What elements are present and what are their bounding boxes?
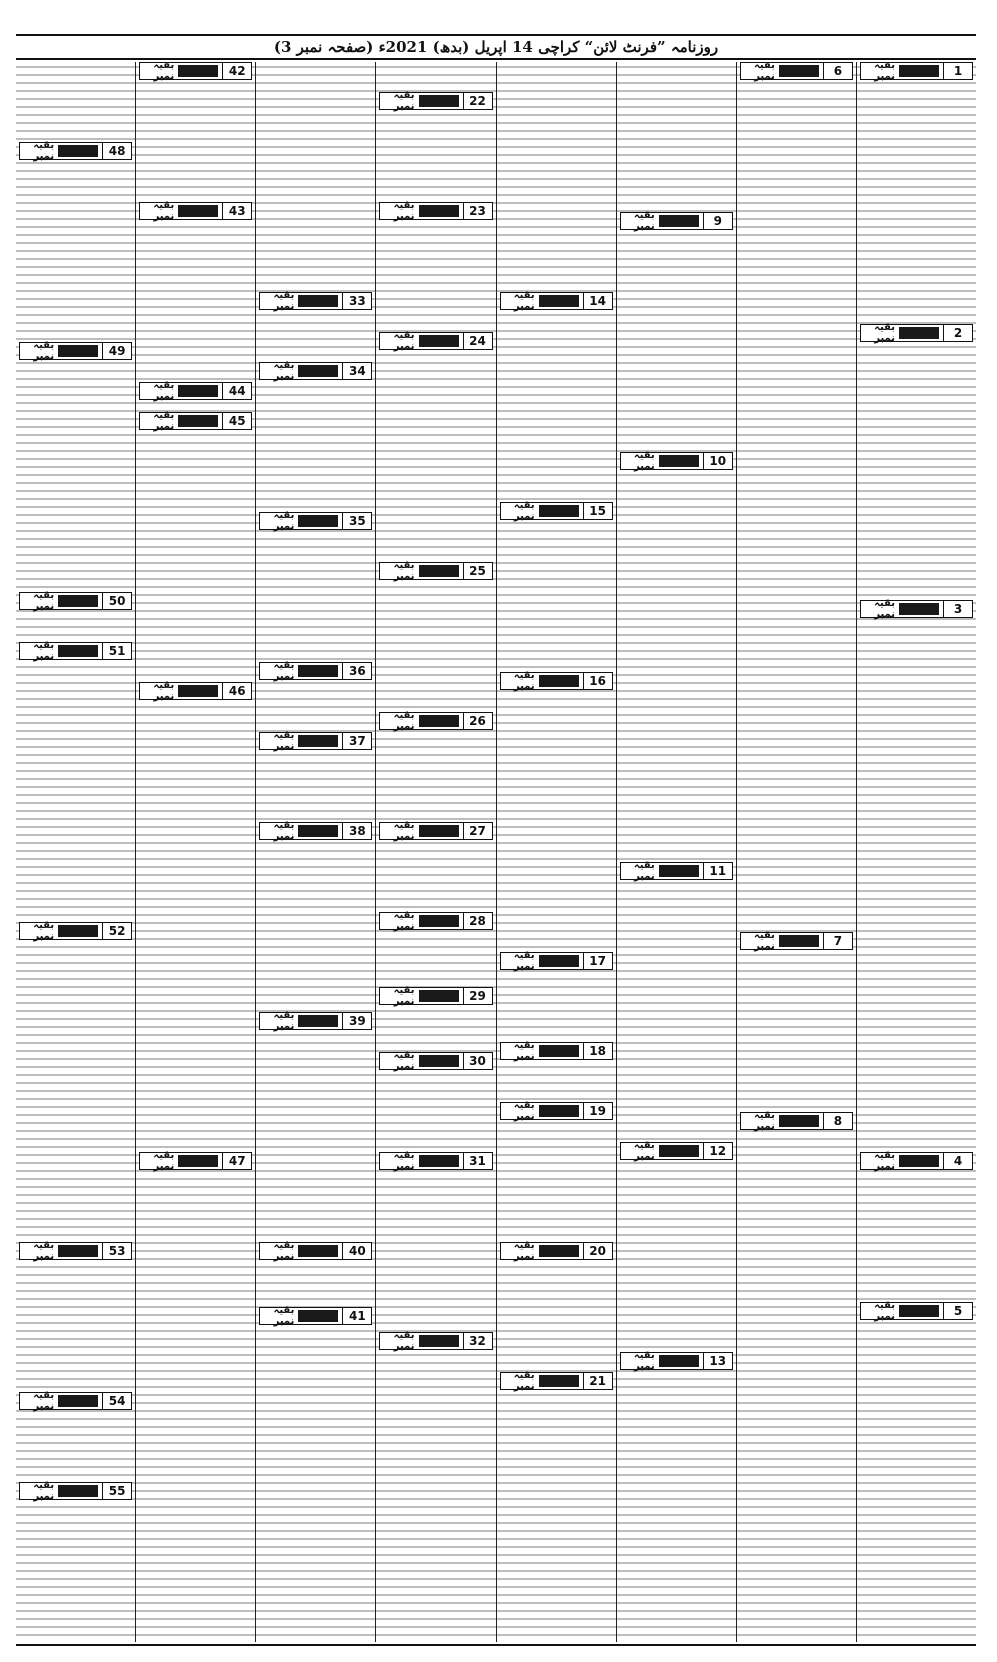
continuation-header-23 (379, 202, 492, 220)
black-bar (659, 1145, 699, 1157)
continuation-number: 3 (943, 601, 972, 617)
black-bar (419, 565, 459, 577)
black-bar (419, 1155, 459, 1167)
footer-rule (16, 1644, 976, 1646)
continuation-number: 16 (583, 673, 612, 689)
black-bar (58, 1395, 98, 1407)
continuation-header-48 (19, 142, 132, 160)
continuation-label: بقیہ نمبر (140, 1153, 174, 1169)
continuation-label: بقیہ نمبر (260, 363, 294, 379)
black-bar (659, 865, 699, 877)
continuation-header-41 (259, 1307, 372, 1325)
continuation-number: 20 (583, 1243, 612, 1259)
continuation-label: بقیہ نمبر (380, 1333, 414, 1349)
black-bar (539, 295, 579, 307)
continuation-header-8 (740, 1112, 853, 1130)
black-bar (58, 645, 98, 657)
continuation-number: 46 (222, 683, 251, 699)
black-bar (779, 65, 819, 77)
continuation-label: بقیہ نمبر (20, 143, 54, 159)
continuation-number: 4 (943, 1153, 972, 1169)
continuation-header-31 (379, 1152, 492, 1170)
black-bar (779, 1115, 819, 1127)
continuation-number: 45 (222, 413, 251, 429)
column-3 (616, 62, 736, 1642)
continuation-number: 40 (342, 1243, 371, 1259)
black-bar (779, 935, 819, 947)
continuation-label: بقیہ نمبر (501, 1043, 535, 1059)
continuation-number: 39 (342, 1013, 371, 1029)
continuation-header-12 (620, 1142, 733, 1160)
continuation-label: بقیہ نمبر (501, 673, 535, 689)
continuation-label: بقیہ نمبر (140, 683, 174, 699)
continuation-number: 1 (943, 63, 972, 79)
continuation-number: 41 (342, 1308, 371, 1324)
continuation-header-16 (500, 672, 613, 690)
continuation-header-43 (139, 202, 252, 220)
continuation-header-26 (379, 712, 492, 730)
continuation-header-38 (259, 822, 372, 840)
continuation-header-50 (19, 592, 132, 610)
continuation-header-28 (379, 912, 492, 930)
continuation-number: 52 (102, 923, 131, 939)
continuation-number: 27 (463, 823, 492, 839)
continuation-label: بقیہ نمبر (380, 1153, 414, 1169)
continuation-number: 2 (943, 325, 972, 341)
black-bar (419, 915, 459, 927)
black-bar (58, 145, 98, 157)
continuation-header-21 (500, 1372, 613, 1390)
continuation-label: بقیہ نمبر (501, 1103, 535, 1119)
continuation-number: 13 (703, 1353, 732, 1369)
black-bar (58, 1245, 98, 1257)
continuation-label: بقیہ نمبر (260, 513, 294, 529)
continuation-label: بقیہ نمبر (260, 1243, 294, 1259)
black-bar (298, 665, 338, 677)
continuation-number: 6 (823, 63, 852, 79)
continuation-header-18 (500, 1042, 613, 1060)
continuation-label: بقیہ نمبر (380, 203, 414, 219)
continuation-header-44 (139, 382, 252, 400)
continuation-number: 21 (583, 1373, 612, 1389)
continuation-label: بقیہ نمبر (140, 413, 174, 429)
continuation-header-39 (259, 1012, 372, 1030)
continuation-label: بقیہ نمبر (861, 1303, 895, 1319)
continuation-number: 44 (222, 383, 251, 399)
continuation-label: بقیہ نمبر (260, 663, 294, 679)
continuation-label: بقیہ نمبر (260, 293, 294, 309)
continuation-number: 34 (342, 363, 371, 379)
continuation-number: 32 (463, 1333, 492, 1349)
continuation-label: بقیہ نمبر (260, 733, 294, 749)
continuation-label: بقیہ نمبر (380, 563, 414, 579)
black-bar (899, 65, 939, 77)
continuation-header-55 (19, 1482, 132, 1500)
continuation-number: 53 (102, 1243, 131, 1259)
continuation-number: 25 (463, 563, 492, 579)
black-bar (539, 955, 579, 967)
continuation-label: بقیہ نمبر (861, 325, 895, 341)
continuation-header-27 (379, 822, 492, 840)
black-bar (539, 505, 579, 517)
continuation-header-4 (860, 1152, 973, 1170)
continuation-header-37 (259, 732, 372, 750)
continuation-number: 23 (463, 203, 492, 219)
column-5 (375, 62, 495, 1642)
continuation-header-46 (139, 682, 252, 700)
continuation-header-47 (139, 1152, 252, 1170)
continuation-number: 14 (583, 293, 612, 309)
black-bar (419, 715, 459, 727)
continuation-header-42 (139, 62, 252, 80)
black-bar (659, 1355, 699, 1367)
black-bar (419, 205, 459, 217)
continuation-label: بقیہ نمبر (380, 93, 414, 109)
continuation-number: 5 (943, 1303, 972, 1319)
continuation-label: بقیہ نمبر (20, 923, 54, 939)
continuation-header-9 (620, 212, 733, 230)
black-bar (298, 295, 338, 307)
continuation-number: 8 (823, 1113, 852, 1129)
continuation-label: بقیہ نمبر (20, 1243, 54, 1259)
continuation-label: بقیہ نمبر (380, 713, 414, 729)
black-bar (659, 215, 699, 227)
black-bar (419, 95, 459, 107)
black-bar (899, 327, 939, 339)
continuation-label: بقیہ نمبر (621, 863, 655, 879)
column-1 (856, 62, 976, 1642)
continuation-header-22 (379, 92, 492, 110)
continuation-number: 11 (703, 863, 732, 879)
continuation-number: 29 (463, 988, 492, 1004)
black-bar (178, 415, 218, 427)
continuation-header-36 (259, 662, 372, 680)
continuation-header-45 (139, 412, 252, 430)
continuation-header-10 (620, 452, 733, 470)
continuation-header-7 (740, 932, 853, 950)
continuation-label: بقیہ نمبر (621, 453, 655, 469)
black-bar (298, 735, 338, 747)
continuation-number: 9 (703, 213, 732, 229)
continuation-number: 47 (222, 1153, 251, 1169)
continuation-header-5 (860, 1302, 973, 1320)
continuation-number: 50 (102, 593, 131, 609)
continuation-number: 12 (703, 1143, 732, 1159)
continuation-header-6 (740, 62, 853, 80)
black-bar (58, 595, 98, 607)
continuation-number: 51 (102, 643, 131, 659)
continuation-number: 35 (342, 513, 371, 529)
continuation-header-40 (259, 1242, 372, 1260)
continuation-label: بقیہ نمبر (501, 953, 535, 969)
continuation-header-11 (620, 862, 733, 880)
continuation-label: بقیہ نمبر (621, 1143, 655, 1159)
continuation-number: 24 (463, 333, 492, 349)
black-bar (58, 1485, 98, 1497)
continuation-label: بقیہ نمبر (741, 63, 775, 79)
continuation-label: بقیہ نمبر (140, 63, 174, 79)
continuation-number: 19 (583, 1103, 612, 1119)
continuation-label: بقیہ نمبر (260, 1308, 294, 1324)
black-bar (58, 345, 98, 357)
continuation-header-53 (19, 1242, 132, 1260)
column-7 (135, 62, 255, 1642)
continuation-number: 17 (583, 953, 612, 969)
continuation-number: 18 (583, 1043, 612, 1059)
black-bar (539, 1105, 579, 1117)
continuation-header-32 (379, 1332, 492, 1350)
black-bar (659, 455, 699, 467)
black-bar (539, 675, 579, 687)
continuation-label: بقیہ نمبر (140, 383, 174, 399)
continuation-number: 15 (583, 503, 612, 519)
continuation-label: بقیہ نمبر (501, 1243, 535, 1259)
black-bar (419, 825, 459, 837)
black-bar (419, 1335, 459, 1347)
continuation-label: بقیہ نمبر (621, 213, 655, 229)
continuation-label: بقیہ نمبر (380, 1053, 414, 1069)
black-bar (178, 385, 218, 397)
continuation-header-2 (860, 324, 973, 342)
continuation-header-51 (19, 642, 132, 660)
continuation-header-3 (860, 600, 973, 618)
continuation-header-13 (620, 1352, 733, 1370)
continuation-number: 38 (342, 823, 371, 839)
black-bar (899, 603, 939, 615)
column-8 (16, 62, 135, 1642)
continuation-number: 37 (342, 733, 371, 749)
continuation-label: بقیہ نمبر (380, 823, 414, 839)
continuation-label: بقیہ نمبر (380, 988, 414, 1004)
continuation-label: بقیہ نمبر (861, 63, 895, 79)
black-bar (298, 825, 338, 837)
continuation-label: بقیہ نمبر (380, 333, 414, 349)
continuation-header-17 (500, 952, 613, 970)
continuation-label: بقیہ نمبر (20, 1483, 54, 1499)
continuation-header-15 (500, 502, 613, 520)
black-bar (539, 1375, 579, 1387)
continuation-label: بقیہ نمبر (380, 913, 414, 929)
masthead: روزنامہ ”فرنٹ لائن“ کراچی 14 اپریل (بدھ) 2021ء (صفحہ نمبر 3) (16, 34, 976, 60)
continuation-label: بقیہ نمبر (501, 293, 535, 309)
black-bar (298, 365, 338, 377)
continuation-header-1 (860, 62, 973, 80)
continuation-header-33 (259, 292, 372, 310)
column-2 (736, 62, 856, 1642)
black-bar (899, 1155, 939, 1167)
black-bar (178, 685, 218, 697)
continuation-number: 26 (463, 713, 492, 729)
black-bar (298, 1310, 338, 1322)
continuation-label: بقیہ نمبر (741, 933, 775, 949)
continuation-number: 22 (463, 93, 492, 109)
continuation-number: 54 (102, 1393, 131, 1409)
continuation-header-49 (19, 342, 132, 360)
continuation-label: بقیہ نمبر (861, 601, 895, 617)
continuation-number: 33 (342, 293, 371, 309)
continuation-label: بقیہ نمبر (20, 643, 54, 659)
black-bar (58, 925, 98, 937)
continuation-header-19 (500, 1102, 613, 1120)
continuation-number: 10 (703, 453, 732, 469)
continuation-label: بقیہ نمبر (861, 1153, 895, 1169)
continuation-number: 36 (342, 663, 371, 679)
continuation-label: بقیہ نمبر (260, 823, 294, 839)
black-bar (298, 1245, 338, 1257)
black-bar (298, 1015, 338, 1027)
continuation-number: 49 (102, 343, 131, 359)
column-6 (255, 62, 375, 1642)
columns-container (16, 62, 976, 1642)
continuation-header-25 (379, 562, 492, 580)
continuation-header-20 (500, 1242, 613, 1260)
black-bar (419, 990, 459, 1002)
continuation-number: 42 (222, 63, 251, 79)
continuation-label: بقیہ نمبر (621, 1353, 655, 1369)
black-bar (419, 335, 459, 347)
continuation-label: بقیہ نمبر (20, 1393, 54, 1409)
column-4 (496, 62, 616, 1642)
continuation-label: بقیہ نمبر (20, 343, 54, 359)
continuation-label: بقیہ نمبر (501, 503, 535, 519)
black-bar (298, 515, 338, 527)
continuation-label: بقیہ نمبر (741, 1113, 775, 1129)
continuation-header-35 (259, 512, 372, 530)
continuation-number: 28 (463, 913, 492, 929)
black-bar (899, 1305, 939, 1317)
black-bar (539, 1045, 579, 1057)
continuation-number: 31 (463, 1153, 492, 1169)
continuation-label: بقیہ نمبر (20, 593, 54, 609)
continuation-number: 7 (823, 933, 852, 949)
continuation-header-14 (500, 292, 613, 310)
continuation-label: بقیہ نمبر (140, 203, 174, 219)
continuation-header-29 (379, 987, 492, 1005)
continuation-number: 43 (222, 203, 251, 219)
continuation-header-34 (259, 362, 372, 380)
continuation-label: بقیہ نمبر (501, 1373, 535, 1389)
black-bar (178, 1155, 218, 1167)
continuation-label: بقیہ نمبر (260, 1013, 294, 1029)
black-bar (178, 65, 218, 77)
continuation-header-52 (19, 922, 132, 940)
continuation-header-54 (19, 1392, 132, 1410)
continuation-number: 55 (102, 1483, 131, 1499)
continuation-number: 48 (102, 143, 131, 159)
black-bar (178, 205, 218, 217)
black-bar (539, 1245, 579, 1257)
continuation-header-24 (379, 332, 492, 350)
continuation-header-30 (379, 1052, 492, 1070)
continuation-number: 30 (463, 1053, 492, 1069)
black-bar (419, 1055, 459, 1067)
